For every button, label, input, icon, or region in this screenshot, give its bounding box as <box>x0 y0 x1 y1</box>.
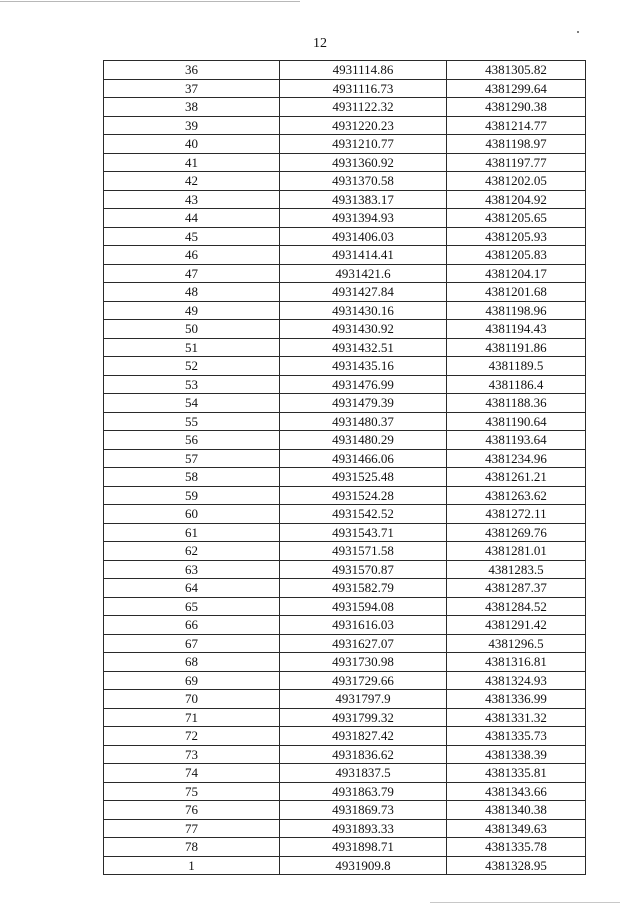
point-number-cell: 61 <box>104 523 280 542</box>
table-row <box>104 190 586 209</box>
x-coordinate-cell: 4931466.06 <box>280 449 447 468</box>
x-coordinate-cell: 4931827.42 <box>280 727 447 746</box>
scan-edge-bottom <box>430 902 620 903</box>
point-number-cell: 65 <box>104 597 280 616</box>
y-coordinate-cell: 4381335.78 <box>447 838 586 857</box>
y-coordinate-cell: 4381186.4 <box>447 375 586 394</box>
y-coordinate-cell: 4381214.77 <box>447 116 586 135</box>
table-row <box>104 468 586 487</box>
point-number-cell: 62 <box>104 542 280 561</box>
point-number-cell: 55 <box>104 412 280 431</box>
x-coordinate-cell: 4931570.87 <box>280 560 447 579</box>
y-coordinate-cell: 4381205.65 <box>447 209 586 228</box>
y-coordinate-cell: 4381261.21 <box>447 468 586 487</box>
point-number-cell: 68 <box>104 653 280 672</box>
point-number-cell: 39 <box>104 116 280 135</box>
point-number-cell: 44 <box>104 209 280 228</box>
x-coordinate-cell: 4931360.92 <box>280 153 447 172</box>
y-coordinate-cell: 4381338.39 <box>447 745 586 764</box>
table-row <box>104 505 586 524</box>
table-row <box>104 449 586 468</box>
point-number-cell: 38 <box>104 98 280 117</box>
x-coordinate-cell: 4931427.84 <box>280 283 447 302</box>
x-coordinate-cell: 4931370.58 <box>280 172 447 191</box>
point-number-cell: 69 <box>104 671 280 690</box>
table-row <box>104 597 586 616</box>
table-row <box>104 320 586 339</box>
point-number-cell: 58 <box>104 468 280 487</box>
x-coordinate-cell: 4931480.29 <box>280 431 447 450</box>
y-coordinate-cell: 4381194.43 <box>447 320 586 339</box>
y-coordinate-cell: 4381269.76 <box>447 523 586 542</box>
point-number-cell: 36 <box>104 61 280 80</box>
point-number-cell: 49 <box>104 301 280 320</box>
table-row <box>104 431 586 450</box>
x-coordinate-cell: 4931594.08 <box>280 597 447 616</box>
table-row <box>104 838 586 857</box>
table-row <box>104 523 586 542</box>
point-number-cell: 46 <box>104 246 280 265</box>
x-coordinate-cell: 4931220.23 <box>280 116 447 135</box>
point-number-cell: 50 <box>104 320 280 339</box>
x-coordinate-cell: 4931421.6 <box>280 264 447 283</box>
y-coordinate-cell: 4381299.64 <box>447 79 586 98</box>
point-number-cell: 47 <box>104 264 280 283</box>
x-coordinate-cell: 4931430.16 <box>280 301 447 320</box>
x-coordinate-cell: 4931616.03 <box>280 616 447 635</box>
y-coordinate-cell: 4381204.92 <box>447 190 586 209</box>
point-number-cell: 54 <box>104 394 280 413</box>
table-row <box>104 357 586 376</box>
point-number-cell: 53 <box>104 375 280 394</box>
x-coordinate-cell: 4931116.73 <box>280 79 447 98</box>
table-row <box>104 412 586 431</box>
scan-edge-top <box>0 1 300 2</box>
y-coordinate-cell: 4381193.64 <box>447 431 586 450</box>
point-number-cell: 41 <box>104 153 280 172</box>
y-coordinate-cell: 4381281.01 <box>447 542 586 561</box>
x-coordinate-cell: 4931571.58 <box>280 542 447 561</box>
table-row <box>104 486 586 505</box>
y-coordinate-cell: 4381204.17 <box>447 264 586 283</box>
table-row <box>104 264 586 283</box>
table-row <box>104 801 586 820</box>
y-coordinate-cell: 4381198.96 <box>447 301 586 320</box>
x-coordinate-cell: 4931730.98 <box>280 653 447 672</box>
y-coordinate-cell: 4381198.97 <box>447 135 586 154</box>
table-row <box>104 135 586 154</box>
table-row <box>104 579 586 598</box>
x-coordinate-cell: 4931837.5 <box>280 764 447 783</box>
point-number-cell: 45 <box>104 227 280 246</box>
point-number-cell: 52 <box>104 357 280 376</box>
x-coordinate-cell: 4931836.62 <box>280 745 447 764</box>
x-coordinate-cell: 4931543.71 <box>280 523 447 542</box>
y-coordinate-cell: 4381336.99 <box>447 690 586 709</box>
x-coordinate-cell: 4931476.99 <box>280 375 447 394</box>
y-coordinate-cell: 4381191.86 <box>447 338 586 357</box>
scan-speck <box>577 31 579 33</box>
x-coordinate-cell: 4931898.71 <box>280 838 447 857</box>
point-number-cell: 1 <box>104 856 280 875</box>
y-coordinate-cell: 4381284.52 <box>447 597 586 616</box>
table-row <box>104 61 586 80</box>
y-coordinate-cell: 4381305.82 <box>447 61 586 80</box>
table-row <box>104 634 586 653</box>
y-coordinate-cell: 4381188.36 <box>447 394 586 413</box>
x-coordinate-cell: 4931435.16 <box>280 357 447 376</box>
point-number-cell: 51 <box>104 338 280 357</box>
point-number-cell: 78 <box>104 838 280 857</box>
table-row <box>104 394 586 413</box>
y-coordinate-cell: 4381349.63 <box>447 819 586 838</box>
table-row <box>104 338 586 357</box>
y-coordinate-cell: 4381272.11 <box>447 505 586 524</box>
y-coordinate-cell: 4381189.5 <box>447 357 586 376</box>
x-coordinate-cell: 4931114.86 <box>280 61 447 80</box>
point-number-cell: 77 <box>104 819 280 838</box>
table-row <box>104 116 586 135</box>
x-coordinate-cell: 4931799.32 <box>280 708 447 727</box>
y-coordinate-cell: 4381205.83 <box>447 246 586 265</box>
y-coordinate-cell: 4381335.73 <box>447 727 586 746</box>
y-coordinate-cell: 4381283.5 <box>447 560 586 579</box>
table-row <box>104 283 586 302</box>
y-coordinate-cell: 4381340.38 <box>447 801 586 820</box>
y-coordinate-cell: 4381316.81 <box>447 653 586 672</box>
point-number-cell: 73 <box>104 745 280 764</box>
table-row <box>104 819 586 838</box>
x-coordinate-cell: 4931893.33 <box>280 819 447 838</box>
y-coordinate-cell: 4381328.95 <box>447 856 586 875</box>
table-row <box>104 301 586 320</box>
point-number-cell: 71 <box>104 708 280 727</box>
table-row <box>104 153 586 172</box>
x-coordinate-cell: 4931210.77 <box>280 135 447 154</box>
y-coordinate-cell: 4381190.64 <box>447 412 586 431</box>
table-row <box>104 227 586 246</box>
y-coordinate-cell: 4381343.66 <box>447 782 586 801</box>
table-row <box>104 79 586 98</box>
coordinates-table-body <box>104 61 586 875</box>
page-number: 12 <box>313 36 327 51</box>
x-coordinate-cell: 4931524.28 <box>280 486 447 505</box>
table-row <box>104 560 586 579</box>
x-coordinate-cell: 4931627.07 <box>280 634 447 653</box>
table-row <box>104 708 586 727</box>
point-number-cell: 72 <box>104 727 280 746</box>
x-coordinate-cell: 4931582.79 <box>280 579 447 598</box>
x-coordinate-cell: 4931797.9 <box>280 690 447 709</box>
y-coordinate-cell: 4381205.93 <box>447 227 586 246</box>
table-row <box>104 727 586 746</box>
x-coordinate-cell: 4931729.66 <box>280 671 447 690</box>
point-number-cell: 67 <box>104 634 280 653</box>
table-row <box>104 616 586 635</box>
point-number-cell: 59 <box>104 486 280 505</box>
point-number-cell: 43 <box>104 190 280 209</box>
y-coordinate-cell: 4381291.42 <box>447 616 586 635</box>
point-number-cell: 74 <box>104 764 280 783</box>
x-coordinate-cell: 4931122.32 <box>280 98 447 117</box>
table-row <box>104 690 586 709</box>
y-coordinate-cell: 4381197.77 <box>447 153 586 172</box>
point-number-cell: 75 <box>104 782 280 801</box>
point-number-cell: 66 <box>104 616 280 635</box>
y-coordinate-cell: 4381263.62 <box>447 486 586 505</box>
x-coordinate-cell: 4931383.17 <box>280 190 447 209</box>
point-number-cell: 63 <box>104 560 280 579</box>
point-number-cell: 42 <box>104 172 280 191</box>
point-number-cell: 70 <box>104 690 280 709</box>
y-coordinate-cell: 4381234.96 <box>447 449 586 468</box>
x-coordinate-cell: 4931525.48 <box>280 468 447 487</box>
y-coordinate-cell: 4381202.05 <box>447 172 586 191</box>
point-number-cell: 40 <box>104 135 280 154</box>
point-number-cell: 56 <box>104 431 280 450</box>
point-number-cell: 64 <box>104 579 280 598</box>
table-row <box>104 745 586 764</box>
y-coordinate-cell: 4381331.32 <box>447 708 586 727</box>
table-row <box>104 542 586 561</box>
y-coordinate-cell: 4381335.81 <box>447 764 586 783</box>
x-coordinate-cell: 4931430.92 <box>280 320 447 339</box>
y-coordinate-cell: 4381324.93 <box>447 671 586 690</box>
y-coordinate-cell: 4381290.38 <box>447 98 586 117</box>
y-coordinate-cell: 4381287.37 <box>447 579 586 598</box>
x-coordinate-cell: 4931414.41 <box>280 246 447 265</box>
coordinates-table <box>103 60 586 875</box>
point-number-cell: 76 <box>104 801 280 820</box>
table-row <box>104 246 586 265</box>
table-row <box>104 856 586 875</box>
table-row <box>104 209 586 228</box>
table-row <box>104 98 586 117</box>
point-number-cell: 57 <box>104 449 280 468</box>
x-coordinate-cell: 4931542.52 <box>280 505 447 524</box>
x-coordinate-cell: 4931909.8 <box>280 856 447 875</box>
x-coordinate-cell: 4931406.03 <box>280 227 447 246</box>
table-row <box>104 172 586 191</box>
x-coordinate-cell: 4931479.39 <box>280 394 447 413</box>
x-coordinate-cell: 4931863.79 <box>280 782 447 801</box>
y-coordinate-cell: 4381201.68 <box>447 283 586 302</box>
x-coordinate-cell: 4931480.37 <box>280 412 447 431</box>
table-row <box>104 671 586 690</box>
y-coordinate-cell: 4381296.5 <box>447 634 586 653</box>
table-row <box>104 782 586 801</box>
table-row <box>104 375 586 394</box>
point-number-cell: 48 <box>104 283 280 302</box>
table-row <box>104 764 586 783</box>
x-coordinate-cell: 4931432.51 <box>280 338 447 357</box>
table-row <box>104 653 586 672</box>
x-coordinate-cell: 4931869.73 <box>280 801 447 820</box>
point-number-cell: 37 <box>104 79 280 98</box>
point-number-cell: 60 <box>104 505 280 524</box>
x-coordinate-cell: 4931394.93 <box>280 209 447 228</box>
